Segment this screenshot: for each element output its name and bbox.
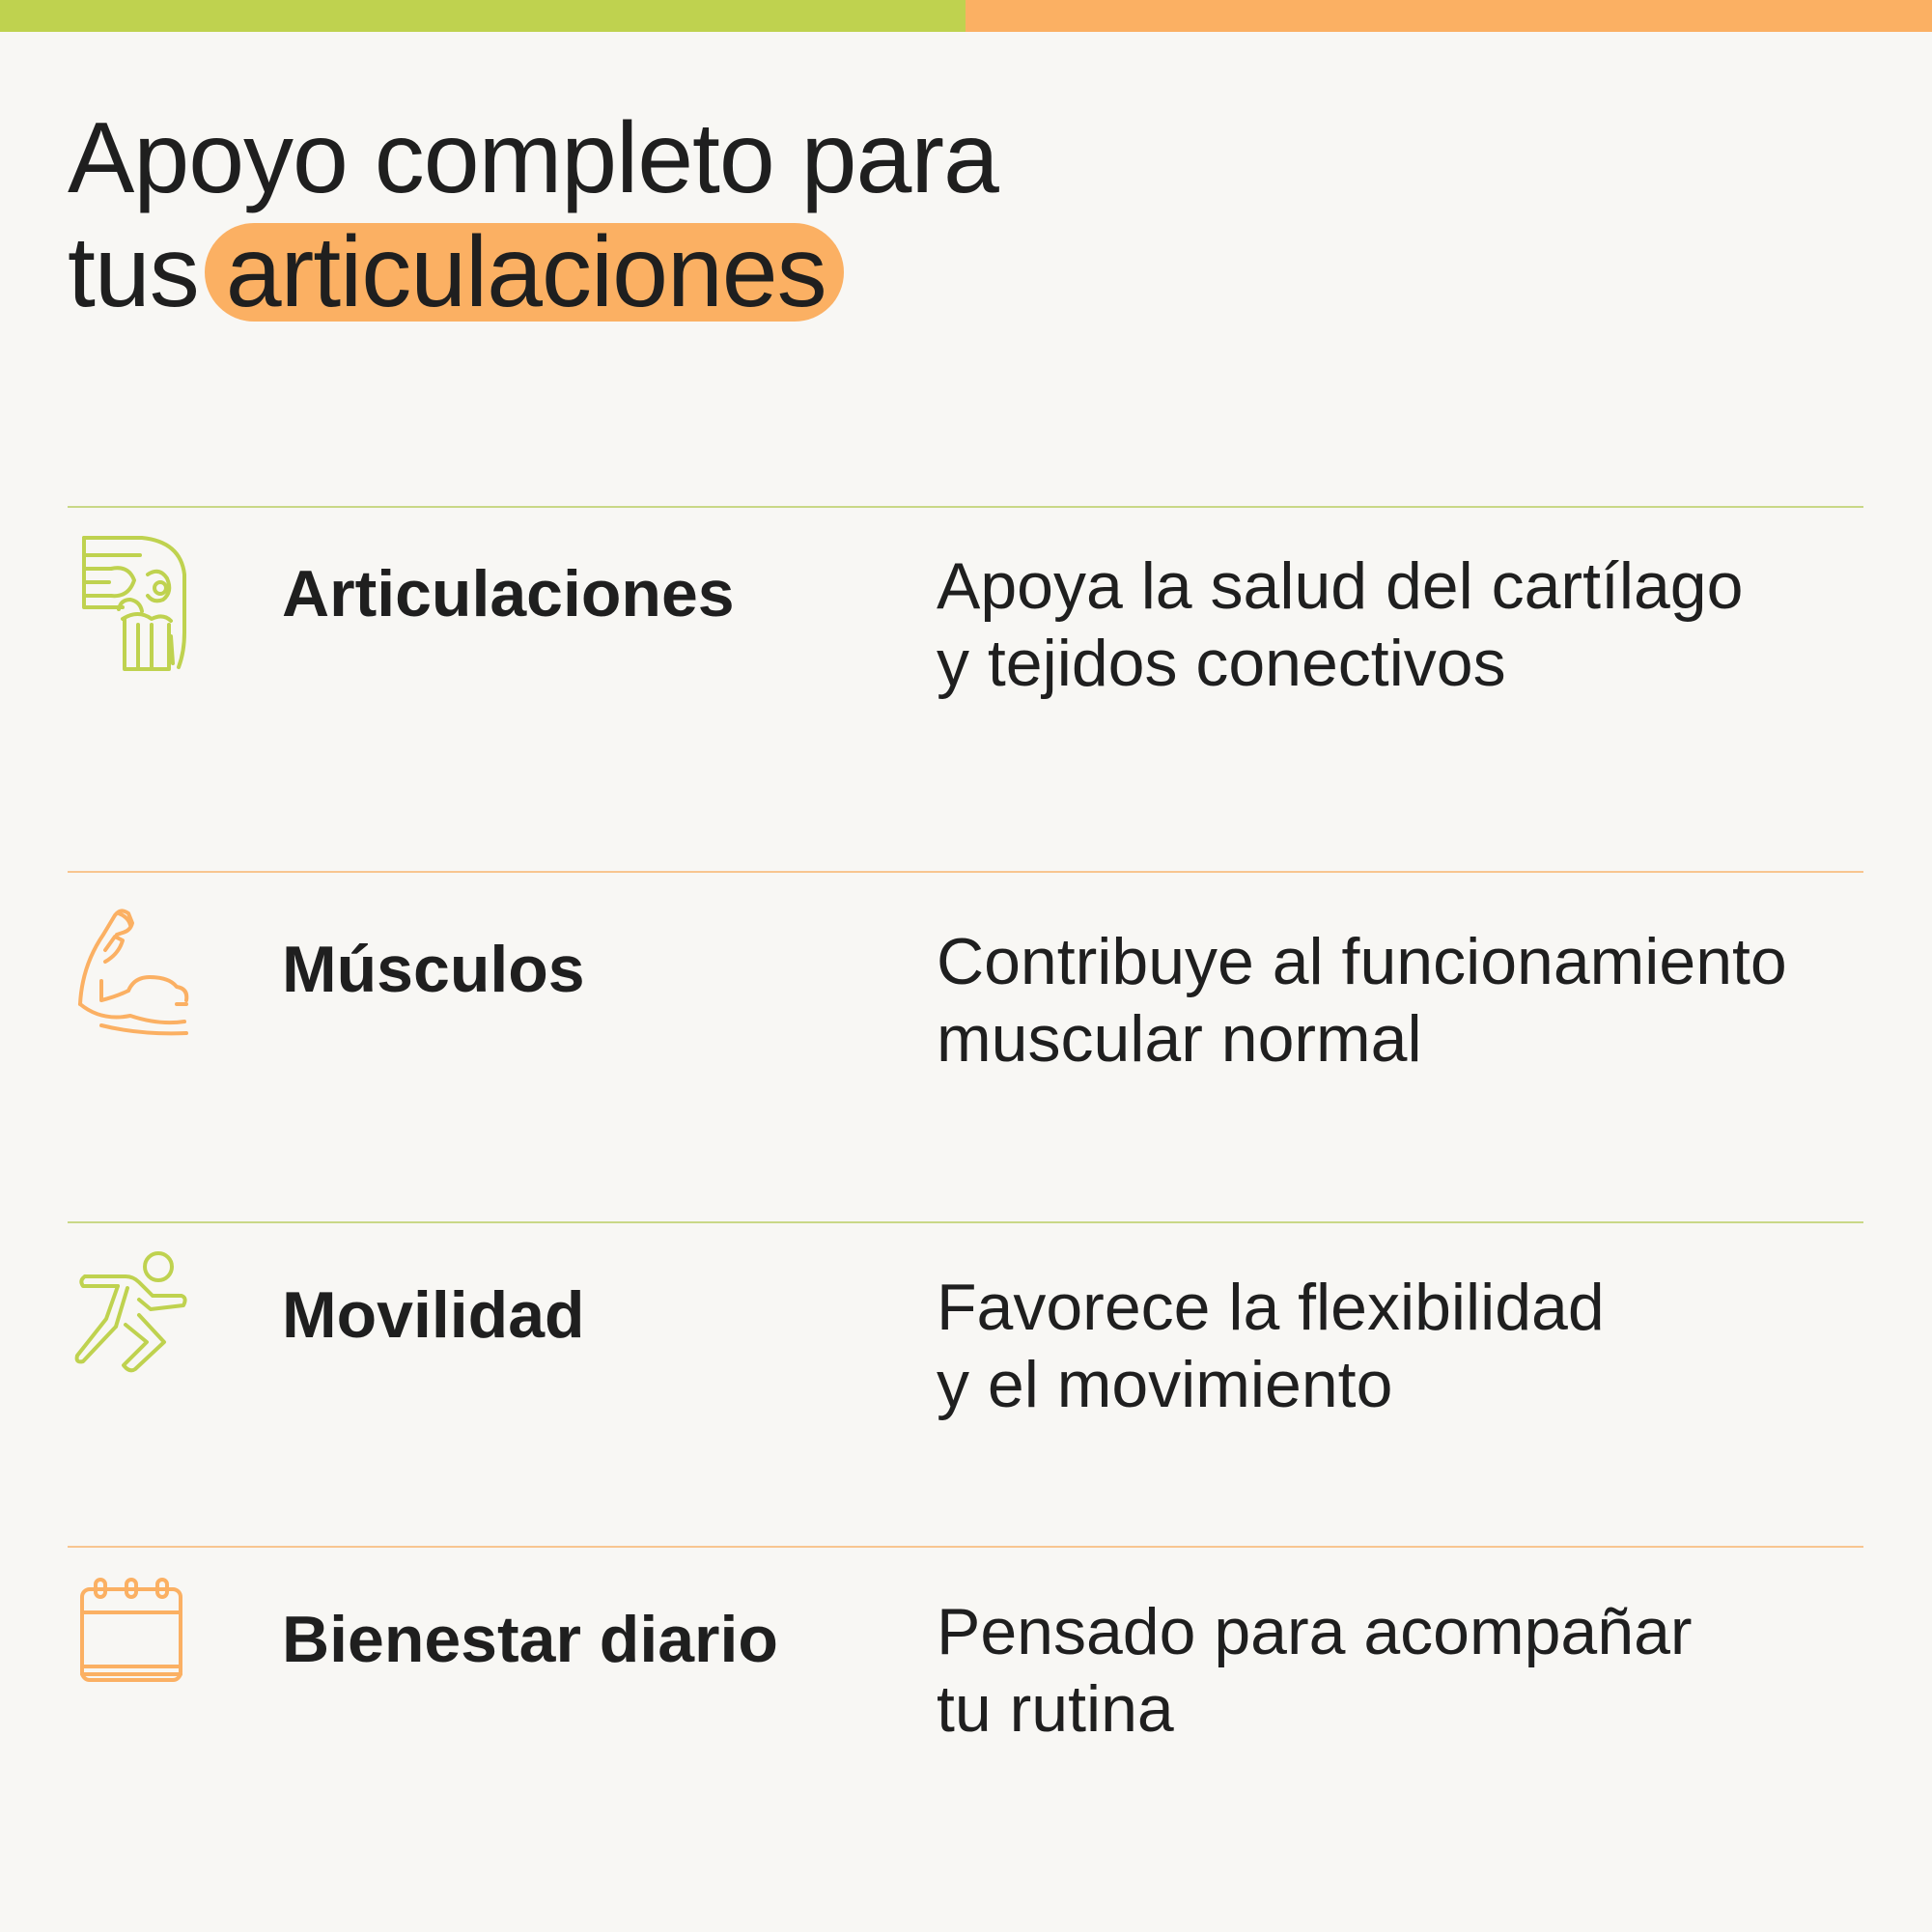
running-person-icon [70,1246,195,1390]
title-prefix: tus [68,216,199,328]
benefit-label: Articulaciones [282,557,735,630]
title-line-1: Apoyo completo para [68,102,998,214]
benefit-label: Movilidad [282,1278,585,1352]
divider-1 [68,506,1863,508]
title-highlight: articulaciones [205,223,844,322]
title-line-2 [68,215,998,329]
divider-4 [68,1546,1863,1548]
benefit-description [937,923,1787,1078]
benefit-description [937,1593,1693,1748]
benefit-description-line: y tejidos conectivos [937,627,1506,700]
benefit-description-line: Apoya la salud del cartílago [937,549,1744,623]
divider-2 [68,871,1863,873]
benefit-description [937,1269,1605,1423]
benefit-label: Bienestar diario [282,1603,778,1676]
flexed-arm-icon [72,908,198,1052]
top-color-bar [0,0,1932,32]
benefit-description-line: Contribuye al funcionamiento [937,925,1787,998]
top-bar-orange-segment [966,0,1932,32]
benefit-description-line: Pensado para acompañar [937,1595,1693,1668]
top-bar-green-segment [0,0,966,32]
divider-3 [68,1221,1863,1223]
calendar-icon [72,1574,198,1719]
benefit-label: Músculos [282,933,585,1006]
benefit-description-line: y el movimiento [937,1348,1393,1421]
benefit-description-line: Favorece la flexibilidad [937,1271,1605,1344]
page-title [68,101,998,329]
benefit-description-line: tu rutina [937,1672,1174,1746]
benefit-description [937,547,1743,702]
knee-joint-icon [72,536,198,681]
benefit-description-line: muscular normal [937,1002,1422,1076]
